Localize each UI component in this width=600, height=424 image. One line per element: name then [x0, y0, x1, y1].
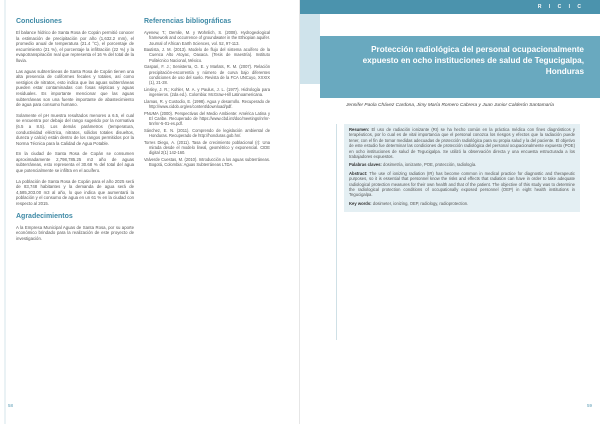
reference-item: Linsley, J. R.; Kohler, M. A. y Paulus, J. L. (1977). Hidrología para ingenieros. (2da ed.). Colombia: McGraw-Hill Latinoamericana.: [144, 86, 270, 98]
referencias-heading: Referencias bibliográficas: [144, 18, 232, 25]
references-list: [144, 30, 270, 168]
conclusiones-paragraph: El balance hídrico de Santa Rosa de Copán permitió conocer la estimación de precipitación por año (1,632.2 mm), el promedio anual de temperatura (21.4 °C), el porcentaje de escurrimiento (21 %), el porcentaje la infiltración (22 %) y la evapotranspiración real que representa el 16 % del total de la lluvia.: [16, 30, 134, 63]
abstract-text: The use of ionizing radiation (IR) has become common in medical practice for diagnostic and therapeutic purposes, so it is essential that personnel know the risks and effects that radiation can have in order to take adequate radiological protection measures for their own health and that of the patient. The objective of this study was to determine the radiological protection conditions of occupationally exposed personnel (OEP) in eight health institutions in Tegucigalpa.: [349, 170, 576, 198]
page-number-left: 58: [8, 403, 14, 408]
agradecimientos-text: A la Empresa Municipal Aguas de Santa Rosa, por su aporte económico brindado para la realización de este proyecto de investigación.: [16, 224, 134, 241]
reference-item: Torres Diego, A. (2011). Tasa de crecimiento poblacional (r): Una mirada desde el modelo lineal, geométrico y exponencial. CIDE digital 2(1) 142-160.: [144, 139, 270, 156]
reference-item: Llamas, R. y Custodio, E. (1998). Agua y desarrollo. Recuperado de http://www.cidob.org/es/content/download/pdf.: [144, 98, 270, 110]
palabras-paragraph: [349, 162, 575, 167]
left-column: [16, 18, 134, 246]
reference-item: Sánchez, E. N. (2011). Comprendo de legislación ambiental de Honduras. Recuperado de http://honduras.gob.hn/.: [144, 127, 270, 139]
middle-column: [144, 18, 270, 169]
page-number-right: 59: [586, 403, 592, 408]
article-title: Protección radiológica del personal ocupacionalmente expuesto en ocho instituciones de salud de Tegucigalpa, Honduras: [362, 45, 584, 76]
reference-item: Ayenew, T.; Demlie, M. y Wohnlich, S. (2008). Hydrogeological framework and occurrence of groundwater in the Ethiopian aquifer. Journal of African Earth Sciences, vol. 52, 97-113.: [144, 30, 270, 46]
reference-item: Bautista, J. M. (2013). Modelo de flujo del sistema acuífero de la Cuenca Alto Atoyac, Oaxaca. (Tesis de maestría). Instituto Politécnico Nacional, México.: [144, 47, 270, 63]
palabras-label: Palabras claves:: [349, 162, 382, 168]
conclusiones-heading: Conclusiones: [16, 18, 62, 25]
journal-name: R I C I C: [537, 4, 584, 10]
keywords-text: dosimeter, ionizing, OEP, radiology, radioprotection.: [372, 200, 469, 206]
agradecimientos-heading: Agradecimientos: [16, 212, 73, 220]
right-page: [300, 0, 600, 424]
abstract-label: Abstract:: [349, 170, 368, 176]
reference-item: PNUMA (2000). Perspectivas del Medio Ambiente: América Latina y El Caribe. Recuperado de https://www.cbd.int/doc/meetings/nr/nr-5nr/nr-5-01-es.pdf.: [144, 110, 270, 127]
keywords-label: Key words:: [349, 200, 372, 206]
resumen-label: Resumen:: [349, 127, 370, 132]
conclusiones-paragraph: Solamente el pH muestra resultados menores a 6.5, el cual se encuentra por debajo del rango sugerido por la normativa (6.5 a 8.5). Los demás parámetros (temperatura, conductividad eléctrica, nitratos, sólidos totales disueltos, dureza y calcio) están dentro de los rangos permitidos por la Norma Técnica para la Calidad de Agua Potable.: [16, 112, 134, 146]
reference-item: Gaspari, F. J.; Senisterra, G. E. y Marlats, R. M. (2007). Relación precipitación-escorrentía y número de curva bajo diferentes condiciones de uso del suelo. Revista de la FCA UNCuyo, XXXIX (1), 21-28.: [144, 64, 270, 86]
conclusiones-paragraph: Las aguas subterráneas de Santa Rosa de Copán tienen una alta presencia de coliformes fecales y totales, así como vestigios de nitratos, esto indica que las aguas subterráneas pueden estar contaminadas con fosas sépticas y aguas residuales. Es importante mencionar que las aguas subterráneas son una fuente importante de abastecimiento de agua para consumo humano.: [16, 68, 134, 108]
palabras-text: dosimetría, ionizante, POE, protección, radiología.: [383, 162, 477, 168]
abstract-box: [344, 124, 580, 212]
abstract-paragraph: [349, 171, 575, 198]
keywords-paragraph: [349, 201, 575, 206]
left-margin-bar: [4, 0, 6, 424]
resumen-paragraph: [349, 127, 575, 159]
reference-item: Valverde Cuestas, M. (2010). Introducción a los aguas subterráneas. Bogotá, Colombia: Aguas Subterráneas LTDA.: [144, 156, 270, 168]
decorative-side-band: [300, 14, 320, 84]
conclusiones-paragraph: La población de Santa Rosa de Copán para el año 2025 será de 83,748 habitantes y la demanda de agua será de 4,585,203.00 m3 al año, lo que indica que aumentará la población y el consumo de agua en un 61 % en la ciudad con respecto al 2015.: [16, 178, 134, 207]
resumen-text: El uso de radiación ionizante (RI) se ha hecho común en la práctica médica con fines diagnósticos y terapéuticos, por lo cual es de vital importancia que el personal conozca los riesgos y efectos que la radiación puede tener, con el fin de tomar medidas adecuadas de protección radiológica para su propia salud y la del paciente. El objetivo de este estudio fue determinar las condiciones de protección radiológica del personal ocupacionalmente expuesto (POE) en ocho instituciones de salud de Tegucigalpa. Se utilizó la observación directa y una encuesta estructurada a los trabajadores expuestos.: [349, 127, 575, 160]
article-authors: Jennifer Paola Chávez Cardona, Jimy María Romero Cabrera y Juan Junior Calderón Santamaría: [346, 103, 554, 108]
conclusiones-paragraph: En la ciudad de Santa Rosa de Copán se consumen aproximadamente 2,798,785.25 m3 año de aguas subterráneas, esto representa el 30.68 % del total del agua que potencialmente se infiltra en el acuífero.: [16, 151, 134, 174]
abstract-side-rule: [336, 124, 337, 340]
